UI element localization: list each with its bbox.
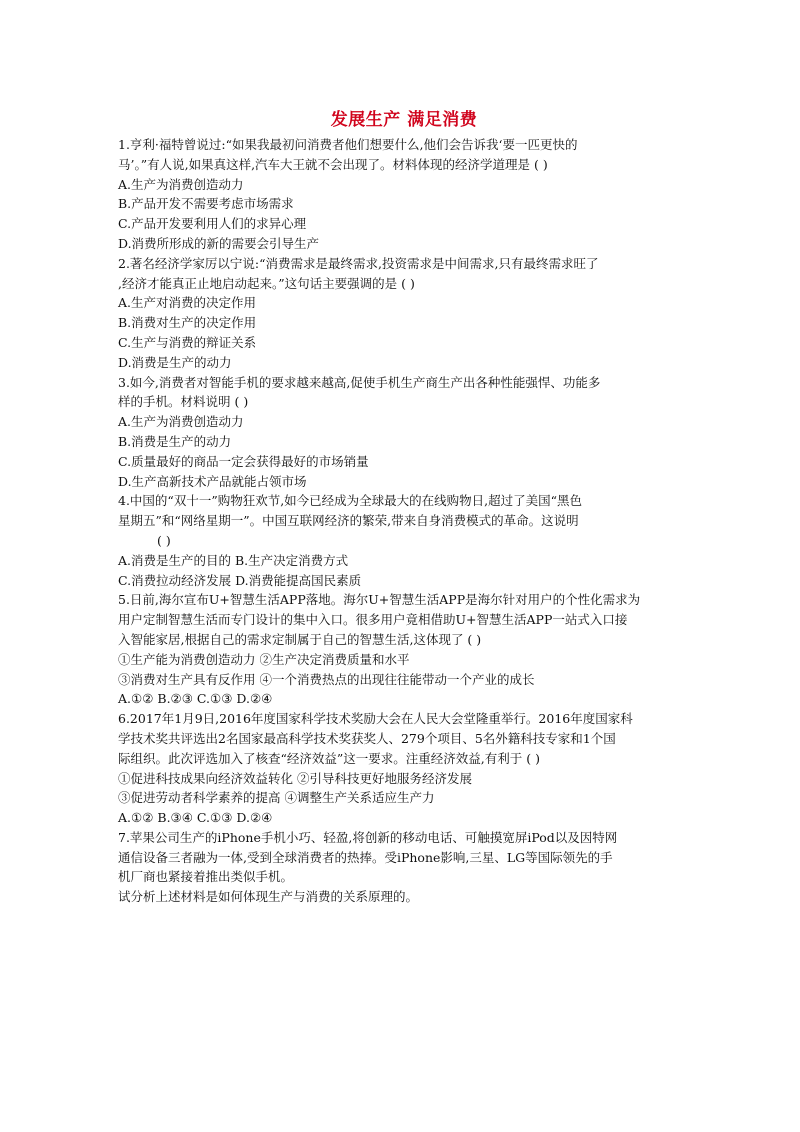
question-stem-line: 学技术奖共评选出2名国家最高科学技术奖获奖人、279个项目、5名外籍科技专家和1个国 <box>118 730 616 746</box>
statement-row: ③促进劳动者科学素养的提高 ④调整生产关系适应生产力 <box>118 790 435 806</box>
question-stem-line: 1.亨利·福特曾说过:“如果我最初问消费者他们想要什么,他们会告诉我‘要一匹更快的 <box>118 137 578 152</box>
question-stem-line: 用户定制智慧生活而专门设计的集中入口。很多用户竟相借助U+智慧生活APP一站式入口接 <box>118 612 628 628</box>
option-a: A.生产对消费的决定作用 <box>118 295 257 311</box>
question-stem-line: 通信设备三者融为一体,受到全球消费者的热捧。受iPhone影响,三星、LG等国际领先的手 <box>118 849 613 865</box>
statement-row: ①生产能为消费创造动力 ②生产决定消费质量和水平 <box>118 651 410 667</box>
question-stem-line: 入智能家居,根据自己的需求定制属于自己的智慧生活,这体现了 ( ) <box>118 631 482 647</box>
question-4 <box>118 491 690 590</box>
option-c: C.质量最好的商品一定会获得最好的市场销量 <box>118 453 369 469</box>
question-stem-line: 星期五”和“网络星期一”。中国互联网经济的繁荣,带来自身消费模式的革命。这说明 <box>118 513 579 529</box>
option-b: B.产品开发不需要考虑市场需求 <box>118 196 294 212</box>
question-prompt: 试分析上述材料是如何体现生产与消费的关系原理的。 <box>118 889 419 905</box>
question-stem-line: 5.日前,海尔宣布U+智慧生活APP落地。海尔U+智慧生活APP是海尔针对用户的个性化需求为 <box>118 592 641 608</box>
option-d: D.消费是生产的动力 <box>118 354 232 370</box>
question-stem-line: 2.著名经济学家厉以宁说:“消费需求是最终需求,投资需求是中间需求,只有最终需求旺了 <box>118 255 599 271</box>
option-row: A.①② B.③④ C.①③ D.②④ <box>118 810 273 826</box>
option-d: D.消费所形成的新的需要会引导生产 <box>118 235 320 251</box>
question-5 <box>118 590 690 709</box>
option-row: A.消费是生产的目的 B.生产决定消费方式 <box>118 552 349 568</box>
question-stem-line: 马’。”有人说,如果真这样,汽车大王就不会出现了。材料体现的经济学道理是 ( ) <box>118 156 548 172</box>
option-b: B.消费是生产的动力 <box>118 433 232 449</box>
option-c: C.产品开发要利用人们的求异心理 <box>118 216 307 232</box>
question-2 <box>118 254 690 373</box>
worksheet <box>118 108 690 907</box>
option-a: A.生产为消费创造动力 <box>118 414 244 430</box>
question-stem-line: 6.2017年1月9日,2016年度国家科学技术奖励大会在人民大会堂隆重举行。2016年度国家科 <box>118 711 633 727</box>
option-row: A.①② B.②③ C.①③ D.②④ <box>118 691 273 707</box>
option-row: C.消费拉动经济发展 D.消费能提高国民素质 <box>118 572 362 588</box>
question-stem-line: 样的手机。材料说明 ( ) <box>118 394 249 410</box>
option-a: A.生产为消费创造动力 <box>118 176 244 192</box>
statement-row: ③消费对生产具有反作用 ④一个消费热点的出现往往能带动一个产业的成长 <box>118 671 535 687</box>
page-title: 发展生产 满足消费 <box>330 110 478 130</box>
question-stem-line: 3.如今,消费者对智能手机的要求越来越高,促使手机生产商生产出各种性能强悍、功能多 <box>118 374 601 390</box>
question-stem-line: 际组织。此次评选加入了核查“经济效益”这一要求。注重经济效益,有利于 ( ) <box>118 750 540 766</box>
option-c: C.生产与消费的辩证关系 <box>118 334 257 350</box>
statement-row: ①促进科技成果向经济效益转化 ②引导科技更好地服务经济发展 <box>118 770 472 786</box>
question-stem-line: 7.苹果公司生产的iPhone手机小巧、轻盈,将创新的移动电话、可触摸宽屏iPod以及因特网 <box>118 829 618 845</box>
option-d: D.生产高新技术产品就能占领市场 <box>118 473 307 489</box>
question-7 <box>118 828 690 907</box>
question-6 <box>118 709 690 828</box>
question-3 <box>118 373 690 492</box>
option-b: B.消费对生产的决定作用 <box>118 315 257 331</box>
answer-blank: ( ) <box>157 532 171 548</box>
question-stem-line: ,经济才能真正止地启动起来。”这句话主要强调的是 ( ) <box>118 275 415 291</box>
question-stem-line: 4.中国的“双十一”购物狂欢节,如今已经成为全球最大的在线购物日,超过了美国“黑色 <box>118 493 583 509</box>
question-1 <box>118 135 690 254</box>
question-stem-line: 机厂商也紧接着推出类似手机。 <box>118 869 294 885</box>
